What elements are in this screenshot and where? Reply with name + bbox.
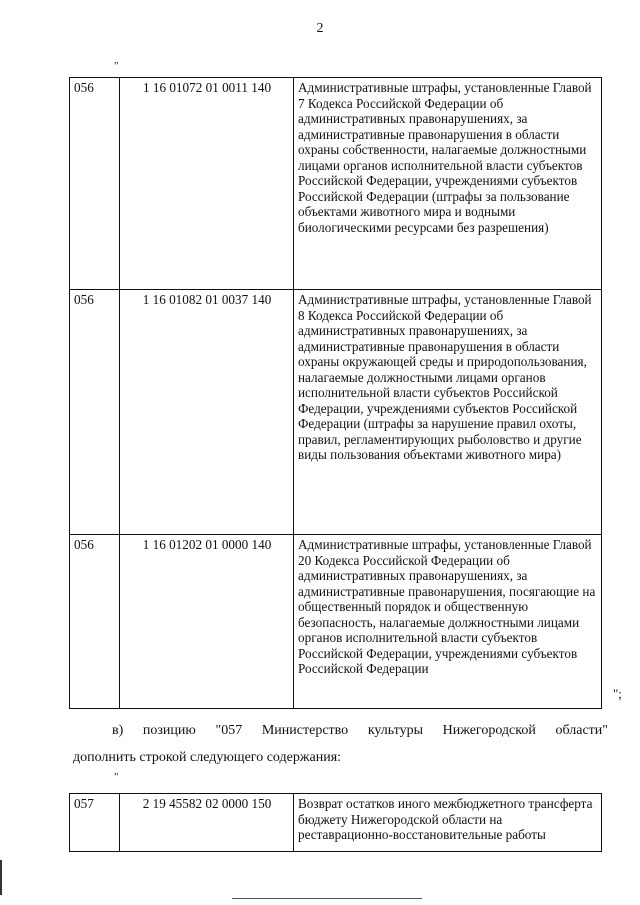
- description-cell: Возврат остатков иного межбюджетного трансферта бюджету Нижегородской области на реставрационно-восстановительные работы: [294, 794, 602, 852]
- budget-codes-table: [69, 77, 602, 709]
- amendment-paragraph-line1: в) позицию "057 Министерство культуры Нижегородской области": [112, 723, 608, 738]
- description-cell: Административные штрафы, установленные Главой 20 Кодекса Российской Федерации об административных правонарушениях, за административные правонарушения, посягающие на общественный порядок и общественную безопасность, налагаемые должностными лицами органов исполнительной власти субъектов Российской Федерации, учреждениями субъектов Российской Федерации: [294, 535, 602, 709]
- admin-code-cell: 057: [70, 794, 120, 852]
- table-row: [70, 78, 602, 290]
- admin-code-cell: 056: [70, 535, 120, 709]
- amendment-paragraph-line2: дополнить строкой следующего содержания:: [73, 750, 342, 765]
- kbk-code-cell: 2 19 45582 02 0000 150: [120, 794, 294, 852]
- kbk-code-cell: 1 16 01072 01 0011 140: [120, 78, 294, 290]
- margin-mark: [0, 860, 2, 895]
- opening-quote: ": [114, 60, 119, 72]
- new-row-table: [69, 793, 602, 852]
- admin-code-cell: 056: [70, 290, 120, 535]
- footer-rule: [232, 898, 422, 899]
- table-row: [70, 535, 602, 709]
- page-number: 2: [316, 21, 324, 36]
- table-row: [70, 794, 602, 852]
- kbk-code-cell: 1 16 01202 01 0000 140: [120, 535, 294, 709]
- admin-code-cell: 056: [70, 78, 120, 290]
- description-cell: Административные штрафы, установленные Главой 8 Кодекса Российской Федерации об административных правонарушениях, за административные правонарушения в области охраны окружающей среды и природопользования, налагаемые должностными лицами органов исполнительной власти субъектов Российской Федерации, учреждениями субъектов Российской Федерации (штрафы за нарушение правил охоты, правил, регламентирующих рыболовство и другие виды пользования объектами животного мира): [294, 290, 602, 535]
- kbk-code-cell: 1 16 01082 01 0037 140: [120, 290, 294, 535]
- description-cell: Административные штрафы, установленные Главой 7 Кодекса Российской Федерации об административных правонарушениях, за административные правонарушения в области охраны собственности, налагаемые должностными лицами органов исполнительной власти субъектов Российской Федерации, учреждениями субъектов Российской Федерации (штрафы за пользование объектами животного мира и водными биологическими ресурсами без разрешения): [294, 78, 602, 290]
- table-row: [70, 290, 602, 535]
- opening-quote: ": [114, 771, 119, 783]
- closing-quote: ";: [613, 686, 622, 701]
